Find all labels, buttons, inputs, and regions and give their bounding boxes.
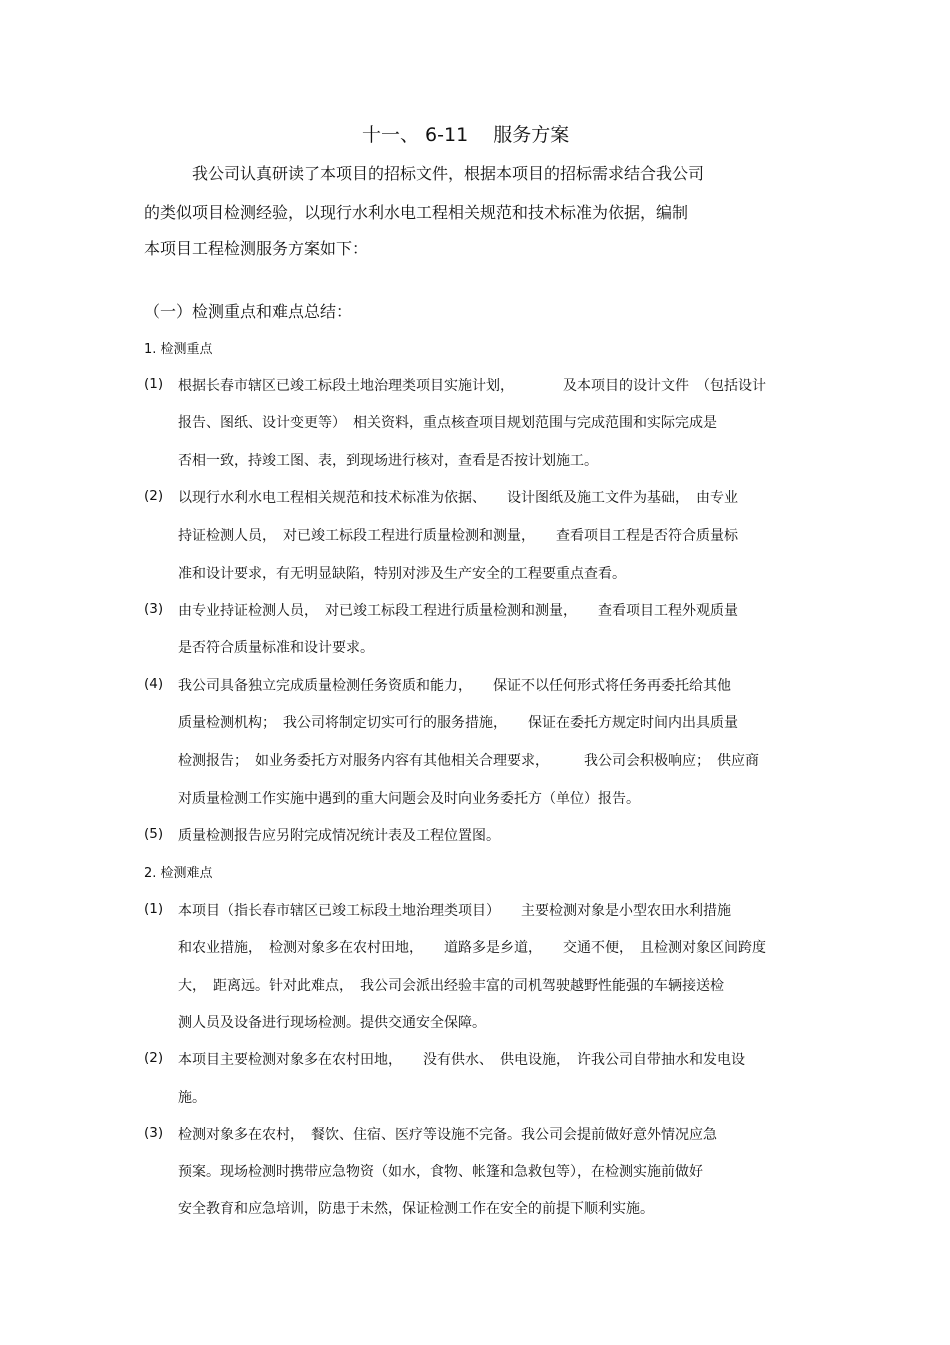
focus-heading: 1. 检测重点: [144, 342, 213, 357]
difficulty-item-1-line-1: 本项目（指长春市辖区已竣工标段土地治理类项目） 主要检测对象是小型农田水利措施: [178, 903, 731, 919]
focus-item-3-line-1: 由专业持证检测人员， 对已竣工标段工程进行质量检测和测量， 查看项目工程外观质量: [178, 603, 738, 619]
difficulty-item-3-line-3: 安全教育和应急培训，防患于未然，保证检测工作在安全的前提下顺利实施。: [178, 1201, 654, 1217]
focus-item-4-number: (4): [144, 676, 164, 692]
focus-item-2-number: (2): [144, 488, 164, 504]
focus-item-2-line-3: 准和设计要求，有无明显缺陷，特别对涉及生产安全的工程要重点查看。: [178, 566, 626, 582]
difficulty-item-2-line-2: 施。: [178, 1090, 206, 1106]
difficulty-item-2-line-1: 本项目主要检测对象多在农村田地， 没有供水、 供电设施， 许我公司自带抽水和发电设: [178, 1052, 745, 1068]
focus-item-5-line-1: 质量检测报告应另附完成情况统计表及工程位置图。: [178, 828, 500, 844]
difficulty-item-1-line-3: 大， 距离远。针对此难点， 我公司会派出经验丰富的司机驾驶越野性能强的车辆接送检: [178, 978, 724, 994]
focus-item-1-number: (1): [144, 376, 164, 392]
focus-item-1-line-3: 否相一致，持竣工图、表，到现场进行核对，查看是否按计划施工。: [178, 453, 598, 469]
focus-item-5-number: (5): [144, 826, 164, 842]
focus-item-3-number: (3): [144, 601, 164, 617]
focus-item-4-line-1: 我公司具备独立完成质量检测任务资质和能力， 保证不以任何形式将任务再委托给其他: [178, 678, 731, 694]
focus-item-4-line-4: 对质量检测工作实施中遇到的重大问题会及时向业务委托方（单位）报告。: [178, 791, 640, 807]
document-title: 十一、 6-11 服务方案: [362, 124, 570, 146]
focus-item-4-line-3: 检测报告； 如业务委托方对服务内容有其他相关合理要求， 我公司会积极响应； 供应商: [178, 753, 759, 769]
focus-item-2-line-2: 持证检测人员， 对已竣工标段工程进行质量检测和测量， 查看项目工程是否符合质量标: [178, 528, 738, 544]
section-heading: （一）检测重点和难点总结：: [144, 302, 353, 321]
focus-item-2-line-1: 以现行水利水电工程相关规范和技术标准为依据、 设计图纸及施工文件为基础， 由专业: [178, 490, 738, 506]
difficulty-item-1-number: (1): [144, 901, 164, 917]
difficulty-item-1-line-4: 测人员及设备进行现场检测。提供交通安全保障。: [178, 1015, 486, 1031]
difficulty-item-3-line-2: 预案。现场检测时携带应急物资（如水，食物、帐篷和急救包等），在检测实施前做好: [178, 1164, 703, 1180]
focus-item-1-line-1: 根据长春市辖区已竣工标段土地治理类项目实施计划， 及本项目的设计文件 （包括设计: [178, 378, 766, 394]
intro-line-3: 本项目工程检测服务方案如下：: [144, 239, 369, 258]
intro-line-1: 我公司认真研读了本项目的招标文件，根据本项目的招标需求结合我公司: [192, 164, 705, 183]
focus-item-4-line-2: 质量检测机构； 我公司将制定切实可行的服务措施， 保证在委托方规定时间内出具质量: [178, 715, 738, 731]
difficulty-item-2-number: (2): [144, 1050, 164, 1066]
difficulty-heading: 2. 检测难点: [144, 866, 213, 881]
intro-line-2: 的类似项目检测经验，以现行水利水电工程相关规范和技术标准为依据，编制: [144, 203, 689, 222]
focus-item-3-line-2: 是否符合质量标准和设计要求。: [178, 640, 374, 656]
difficulty-item-3-line-1: 检测对象多在农村， 餐饮、住宿、医疗等设施不完备。我公司会提前做好意外情况应急: [178, 1127, 717, 1143]
difficulty-item-1-line-2: 和农业措施， 检测对象多在农村田地， 道路多是乡道， 交通不便， 且检测对象区间跨度: [178, 940, 766, 956]
focus-item-1-line-2: 报告、图纸、设计变更等） 相关资料，重点核查项目规划范围与完成范围和实际完成是: [178, 415, 717, 431]
difficulty-item-3-number: (3): [144, 1125, 164, 1141]
